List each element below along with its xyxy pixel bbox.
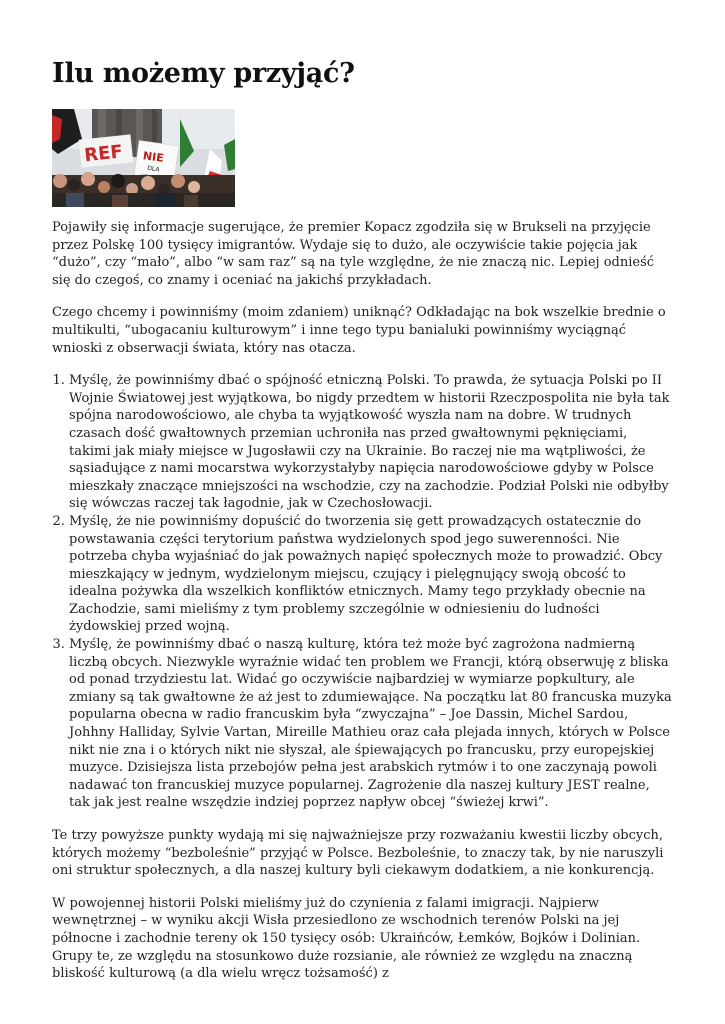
intro-paragraph: Pojawiły się informacje sugerujące, że premier Kopacz zgodziła się w Brukseli na przyjęcie przez Polskę 100 tysięcy imigrantów. Wydaje się to dużo, ale oczywiście takie pojęcia jak “dużo”, czy “mało”, albo “w sam raz” są na tyle względne, że nie znaczą nic. Lepiej odnieść się do czegoś, co znamy i oceniać na jakichś przykładach.: [52, 220, 655, 288]
numbered-list: [52, 372, 672, 812]
list-item: 2. Myślę, że nie powinniśmy dopuścić do tworzenia się gett prowadzących ostatecznie do powstawania części terytorium państwa wydzielonych spod jego suwerenności. Nie potrzeba chyba wyjaśniać do jak poważnych napięć społecznych może to prowadzić. Obcy mieszkający w jednym, wydzielonym miejscu, czujący i pielęgnujący swoją obcość to idealna pożywka dla wszelkich konfliktów etnicznych. Mamy tego przykłady obecnie na Zachodzie, sami mieliśmy z tym problemy szczególnie w odniesieniu do ludności żydowskiej przed wojną.: [69, 513, 672, 636]
summary-paragraph: Te trzy powyższe punkty wydają mi się najważniejsze przy rozważaniu kwestii liczby obcych, których możemy “bezboleśnie” przyjąć w Polsce. Bezboleśnie, to znaczy tak, by nie naruszyli oni struktur społecznych, a dla naszej kultury byli ciekawym dodatkiem, a nie konkurencją.: [52, 828, 664, 879]
page-title: Ilu możemy przyjąć?: [52, 58, 355, 89]
protest-photo-illustration: [52, 109, 235, 207]
question-paragraph: Czego chcemy i powinniśmy (moim zdaniem) uniknąć? Odkładając na bok wszelkie brednie o multikulti, “ubogacaniu kulturowym” i inne tego typu banialuki powinniśmy wyciągnąć wnioski z obserwacji świata, który nas otacza.: [52, 305, 666, 356]
history-paragraph: W powojennej historii Polski mieliśmy już do czynienia z falami imigracji. Najpierw wewnętrznej – w wyniku akcji Wisła przesiedlono ze wschodnich terenów Polski na jej północne i zachodnie tereny ok 150 tysięcy osób: Ukraińców, Łemków, Bojków i Dolinian. Grupy te, ze względu na stosunkowo duże rozsianie, ale również ze względu na znaczną bliskość kulturową (a dla wielu wręcz tożsamość) z: [52, 895, 641, 982]
sign-text: NIE: [142, 149, 165, 165]
article-body: [52, 219, 672, 998]
list-item: 1. Myślę, że powinniśmy dbać o spójność etniczną Polski. To prawda, że sytuacja Polski po II Wojnie Światowej jest wyjątkowa, bo nigdy przedtem w historii Rzeczpospolita nie była tak spójna narodowościowo, ale chyba ta wyjątkowość wyszła nam na dobre. W trudnych czasach dość gwałtownych przemian uchroniła nas przed gwałtownymi pęknięciami, takimi jak miały miejsce w Jugosławii czy na Ukrainie. Bo raczej nie ma wątpliwości, że sąsiadujące z nami mocarstwa wykorzystałyby napięcia narodowościowe gdyby w Polsce mieszkały znaczące mniejszości na wschodzie, czy na zachodzie. Podział Polski nie odbyłby się wówczas raczej tak łagodnie, jak w Czechosłowacji.: [69, 372, 672, 513]
banner-text: REF: [83, 141, 124, 167]
list-item: 3. Myślę, że powinniśmy dbać o naszą kulturę, która też może być zagrożona nadmierną liczbą obcych. Niezwykle wyraźnie widać ten problem we Francji, którą obserwuję z bliska od ponad trzydziestu lat. Widać go oczywiście najbardziej w wymiarze popkultury, ale zmiany są tak gwałtowne że aż jest to zdumiewające. Na początku lat 80 francuska muzyka popularna obecna w radio francuskim była “zwyczajna” – Joe Dassin, Michel Sardou, Johhny Halliday, Sylvie Vartan, Mireille Mathieu oraz cała plejada innych, których w Polsce nikt nie zna i o których nikt nie słyszał, ale śpiewających po francusku, przy europejskiej muzyce. Dzisiejsza lista przebojów pełna jest arabskich rytmów i to one zaczynają powoli nadawać ton francuskiej muzyce popularnej. Zagrożenie dla naszej kultury JEST realne, tak jak jest realne wszędzie indziej poprzez napływ obcej “świeżej krwi”.: [69, 636, 672, 812]
sign-subtext: DLA: [146, 164, 160, 174]
article-image: [52, 109, 235, 207]
